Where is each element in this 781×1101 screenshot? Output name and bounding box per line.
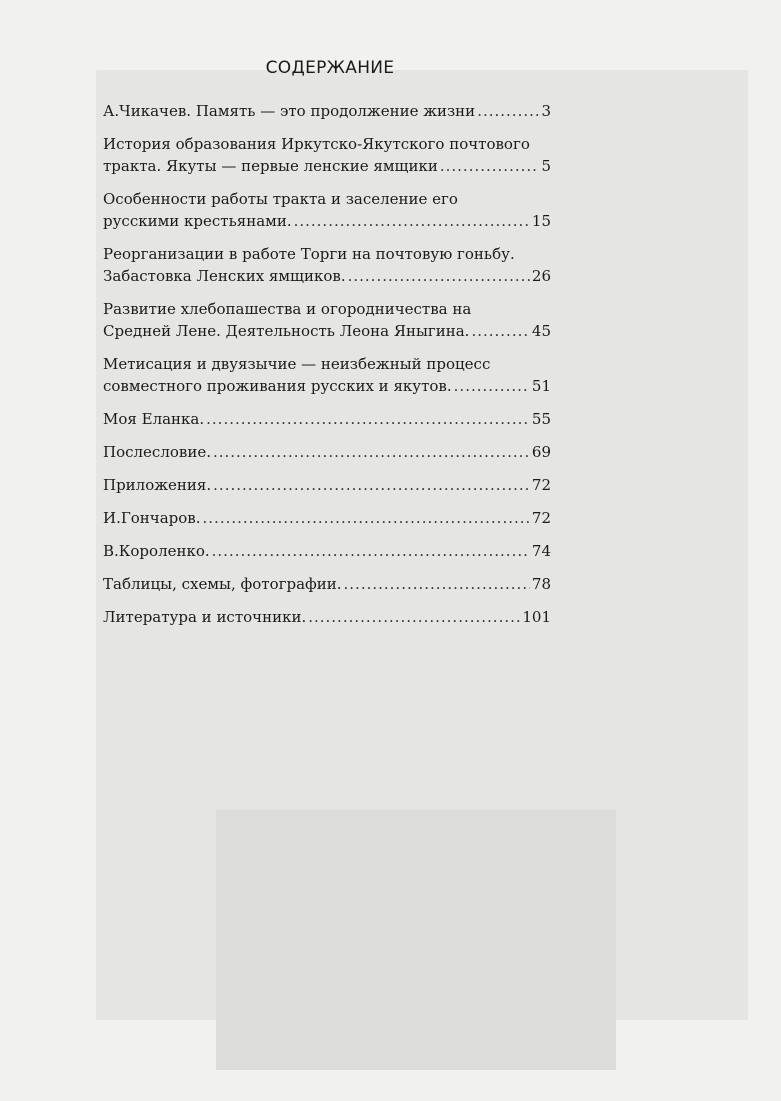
toc-entry (103, 474, 551, 496)
toc-page-number: 45 (531, 322, 551, 340)
table-of-contents (103, 58, 551, 639)
toc-entry-title: В.Короленко. (103, 542, 210, 560)
toc-leader-dots (213, 474, 530, 496)
toc-entry (103, 298, 551, 342)
toc-entry-title: тракта. Якуты — первые ленские ямщики (103, 157, 438, 175)
toc-leader-dots (212, 540, 530, 562)
toc-leader-dots (203, 507, 530, 529)
toc-page-number: 69 (531, 443, 551, 461)
toc-page-number: 78 (531, 575, 551, 593)
toc-page-number: 3 (541, 102, 551, 120)
toc-page-number: 5 (541, 157, 551, 175)
toc-entry-title: совместного проживания русских и якутов. (103, 377, 452, 395)
toc-entry (103, 100, 551, 122)
toc-entry (103, 573, 551, 595)
toc-entry-title: Средней Лене. Деятельность Леона Яныгина. (103, 322, 470, 340)
toc-list (103, 100, 551, 628)
toc-entry (103, 606, 551, 628)
toc-entry (103, 441, 551, 463)
toc-page-number: 74 (531, 542, 551, 560)
toc-leader-dots (213, 441, 530, 463)
toc-entry-title-line: Реорганизации в работе Торги на почтовую гоньбу. (103, 245, 515, 263)
toc-entry-title: Таблицы, схемы, фотографии. (103, 575, 342, 593)
toc-entry-title-line: Особенности работы тракта и заселение его (103, 190, 458, 208)
toc-entry-title-line: Метисация и двуязычие — неизбежный процесс (103, 355, 491, 373)
toc-entry-title: Забастовка Ленских ямщиков. (103, 267, 346, 285)
toc-entry-title: И.Гончаров. (103, 509, 201, 527)
toc-page-number: 101 (522, 608, 551, 626)
toc-entry (103, 408, 551, 430)
toc-entry-title-line: Развитие хлебопашества и огородничества на (103, 300, 472, 318)
toc-page-number: 72 (531, 509, 551, 527)
toc-leader-dots (344, 573, 530, 595)
toc-page-number: 55 (531, 410, 551, 428)
toc-entry (103, 133, 551, 177)
show-through-image (216, 810, 616, 1070)
toc-leader-dots (440, 155, 540, 177)
toc-page-number: 72 (531, 476, 551, 494)
toc-entry (103, 188, 551, 232)
toc-leader-dots (471, 320, 529, 342)
toc-page-number: 15 (531, 212, 551, 230)
toc-leader-dots (454, 375, 530, 397)
toc-leader-dots (477, 100, 539, 122)
toc-entry-title: А.Чикачев. Память — это продолжение жизни (103, 102, 476, 120)
toc-page-number: 51 (531, 377, 551, 395)
toc-leader-dots (308, 606, 520, 628)
toc-entry (103, 540, 551, 562)
toc-page-number: 26 (531, 267, 551, 285)
toc-leader-dots (206, 408, 530, 430)
toc-entry-title: русскими крестьянами. (103, 212, 292, 230)
toc-entry-title-line: История образования Иркутско-Якутского почтового (103, 135, 530, 153)
toc-entry (103, 353, 551, 397)
toc-leader-dots (294, 210, 530, 232)
toc-entry-title: Литература и источники. (103, 608, 307, 626)
toc-entry-title: Приложения. (103, 476, 212, 494)
toc-leader-dots (348, 265, 530, 287)
toc-entry-title: Моя Еланка. (103, 410, 205, 428)
toc-entry (103, 243, 551, 287)
toc-entry-title: Послесловие. (103, 443, 211, 461)
toc-title: СОДЕРЖАНИЕ (265, 58, 395, 78)
toc-entry (103, 507, 551, 529)
